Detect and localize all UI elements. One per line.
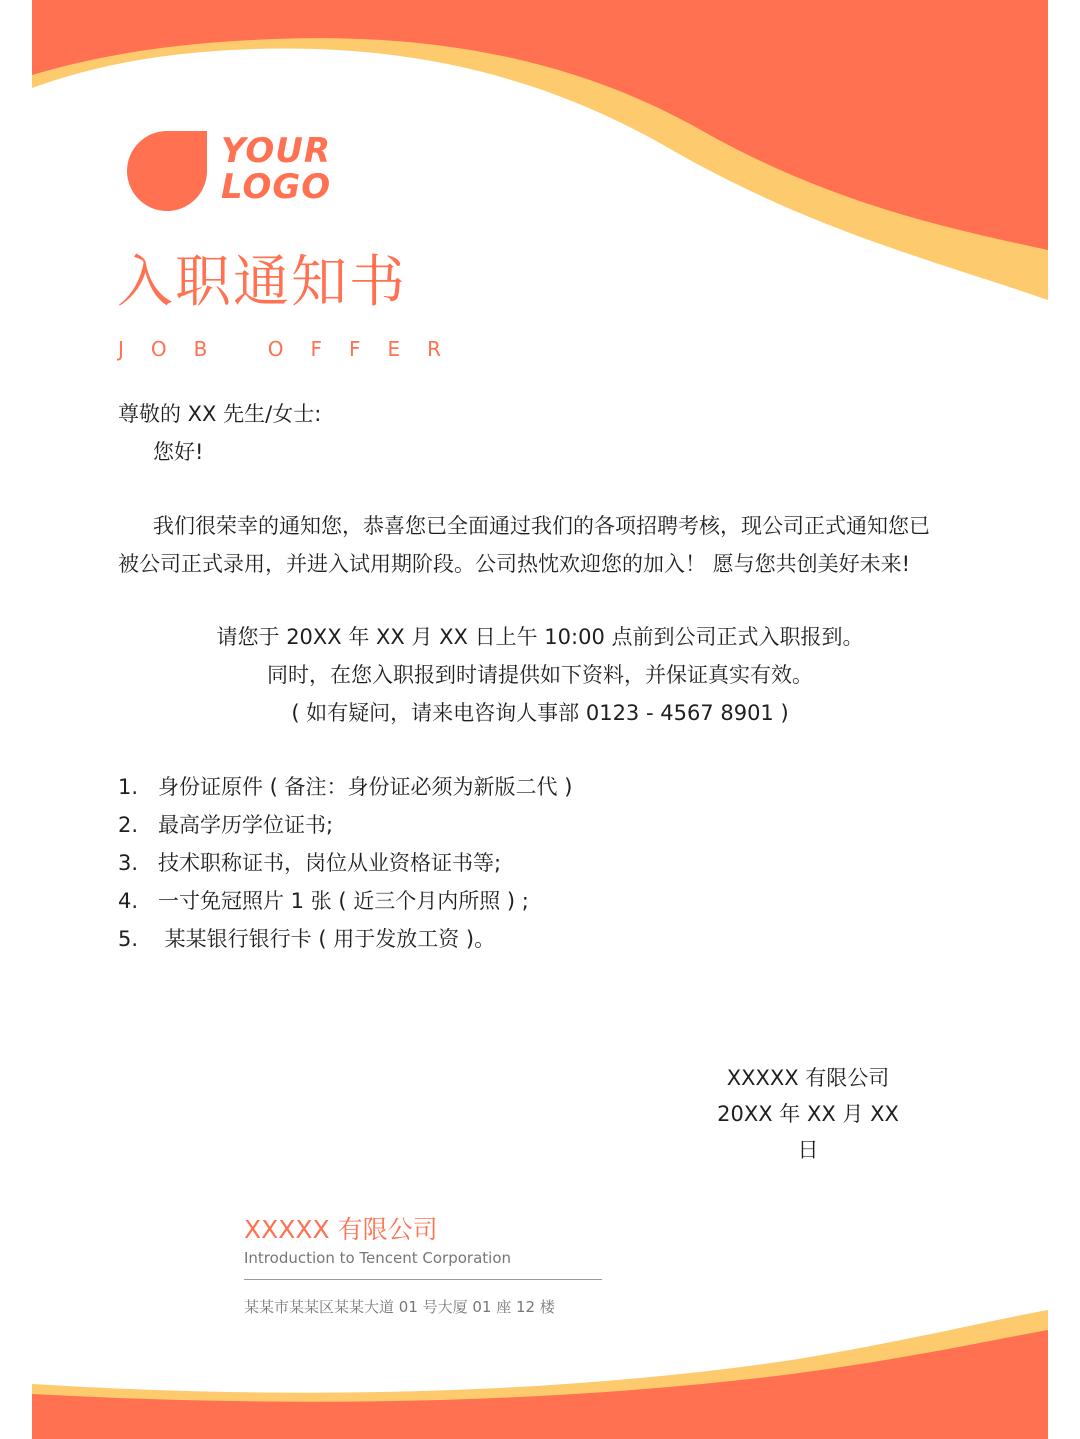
logo-mark-icon [125, 129, 209, 213]
list-item: 5. 某某银行银行卡 ( 用于发放工资 )。 [118, 927, 496, 951]
page-title: 入职通知书 [117, 250, 407, 315]
offer-letter-page [32, 0, 1048, 1439]
bottom-wave-decoration [32, 1300, 1048, 1439]
list-item: 2. 最高学历学位证书; [118, 813, 334, 837]
body-line-1: 我们很荣幸的通知您，恭喜您已全面通过我们的各项招聘考核，现公司正式通知您已 [153, 514, 930, 538]
list-item: 1. 身份证原件 ( 备注：身份证必须为新版二代 ) [118, 775, 573, 799]
notice-line-3: ( 如有疑问，请来电咨询人事部 0123 - 4567 8901 ) [291, 701, 789, 725]
list-item: 4. 一寸免冠照片 1 张 ( 近三个月内所照 ) ; [118, 889, 529, 913]
notice-line-1: 请您于 20XX 年 XX 月 XX 日上午 10:00 点前到公司正式入职报到。 [216, 625, 864, 649]
footer-intro: Introduction to Tencent Corporation [244, 1249, 512, 1267]
page-subtitle: JOB OFFER [118, 337, 469, 361]
list-item: 3. 技术职称证书，岗位从业资格证书等; [118, 851, 502, 875]
signature-date: 20XX 年 XX 月 XX 日 [717, 1102, 899, 1162]
body-line-2: 被公司正式录用，并进入试用期阶段。公司热忱欢迎您的加入！ 愿与您共创美好未来! [118, 552, 911, 576]
footer-company-name: XXXXX 有限公司 [244, 1215, 438, 1244]
logo-text: YOUR LOGO [221, 131, 332, 207]
greeting: 尊敬的 XX 先生/女士: [118, 402, 322, 426]
hello-text: 您好! [153, 440, 204, 464]
materials-list [118, 768, 572, 958]
notice-line-2: 同时，在您入职报到时请提供如下资料，并保证真实有效。 [267, 663, 813, 687]
footer-address: 某某市某某区某某大道 01 号大厦 01 座 12 楼 [244, 1298, 555, 1316]
company-logo [125, 129, 345, 213]
footer-divider [244, 1279, 602, 1280]
signature-block [708, 1060, 908, 1168]
signature-company: XXXXX 有限公司 [726, 1066, 890, 1090]
